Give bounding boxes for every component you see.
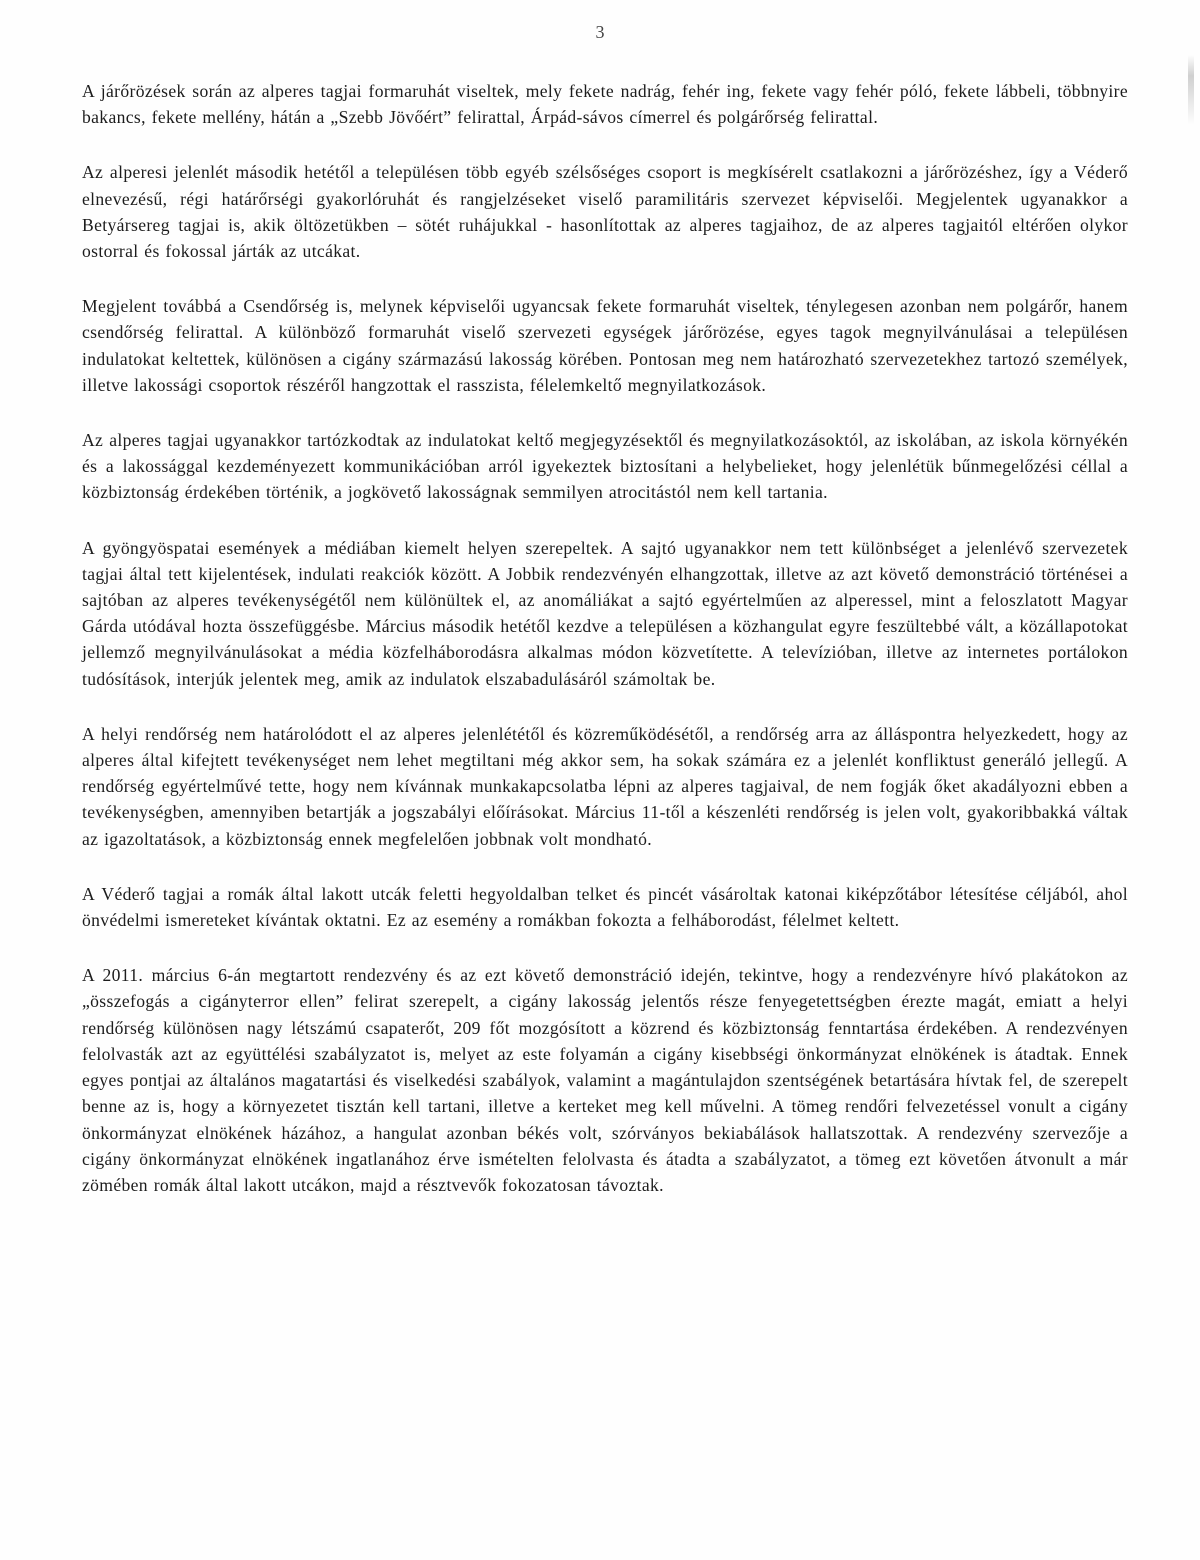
page-number: 3 (595, 22, 605, 42)
document-body (82, 78, 1128, 1227)
paragraph-extremist-groups: Az alperesi jelenlét második hetétől a településen több egyéb szélsőséges csoport is megkísérelt csatlakozni a járőrözéshez, így a Véderő elnevezésű, régi határőrségi gyakorlóruhát és rangjelzéseket viselő paramilitáris szervezet képviselői. Megjelentek ugyanakkor a Betyársereg tagjai is, akik öltözetükben – sötét ruhájukkal - hasonlítottak az alperes tagjaihoz, de az alperes tagjaitól eltérően olykor ostorral és fokossal járták az utcákat. (82, 162, 1128, 262)
paragraph-vedero-camp: A Véderő tagjai a romák által lakott utcák feletti hegyoldalban telket és pincét vásároltak katonai kiképzőtábor létesítése céljából, ahol önvédelmi ismereteket kívántak oktatni. Ez az esemény a romákban fokozta a felháborodást, félelmet keltett. (82, 883, 1128, 931)
paragraph-gendarmerie: Megjelent továbbá a Csendőrség is, melynek képviselői ugyancsak fekete formaruhát viseltek, ténylegesen azonban nem polgárőr, hanem csendőrség felirattal. A különböző formaruhát viselő szervezeti egységek járőrözése, egyes tagok megnyilvánulásai a településen indulatokat keltettek, különösen a cigány származású lakosság körében. Pontosan meg nem határozható szervezetekhez tartozó személyek, illetve lakossági csoportok részéről hangzottak el rasszista, félelemkeltő megnyilatkozások. (82, 296, 1128, 395)
paragraph-media-coverage: A gyöngyöspatai események a médiában kiemelt helyen szerepeltek. A sajtó ugyanakkor nem tett különbséget a jelenlévő szervezetek tagjai által tett kijelentések, indulati reakciók között. A Jobbik rendezvényén elhangzottak, illetve az azt követő demonstráció történései a sajtóban az alperes tevékenységétől nem különültek el, az anomáliákat a sajtó egyértelműen az alperessel, mint a feloszlatott Magyar Gárda utódával hozta összefüggésbe. Március második hetétől kezdve a településen a közhangulat egyre feszültebbé vált, a közállapotokat jellemző megnyilvánulásokat a média közfelháborodásra alkalmas módon közvetítette. A televízióban, illetve az internetes portálokon tudósítások, interjúk jelentek meg, amik az indulatok elszabadulásáról számoltak be. (82, 537, 1128, 689)
paragraph-patrol-uniform: A járőrözések során az alperes tagjai formaruhát viseltek, mely fekete nadrág, fehér ing, fekete vagy fehér póló, fekete lábbeli, többnyire bakancs, fekete mellény, hátán a „Szebb Jövőért” felirattal, Árpád-sávos címerrel és polgárőrség felirattal. (82, 81, 1128, 128)
paragraph-local-police: A helyi rendőrség nem határolódott el az alperes jelenlététől és közreműködésétől, a rendőrség arra az álláspontra helyezkedett, hogy az alperes által kifejtett tevékenységet nem lehet megtiltani még akkor sem, ha sokak számára ez a jelenlét konfliktust generáló jellegű. A rendőrség egyértelművé tette, hogy nem kívánnak munkakapcsolatba lépni az alperes tagjaival, de nem fogják őket akadályozni ebben a tevékenységben, amennyiben betartják a jogszabályi előírásokat. Március 11-től a készenléti rendőrség is jelen volt, gyakoribbakká váltak az igazoltatások, a közbiztonság ennek megfelelően jobbnak volt mondható. (82, 723, 1128, 849)
paragraph-march-6-event: A 2011. március 6-án megtartott rendezvény és az ezt követő demonstráció idején, tekintve, hogy a rendezvényre hívó plakátokon az „összefogás a cigányterror ellen” felirat szerepelt, a cigány lakosság jelentős része fenyegetettségben érezte magát, emiatt a helyi rendőrség különösen nagy létszámú csapaterőt, 209 főt mozgósított a közrend és közbiztonság fenntartása érdekében. A rendezvényen felolvasták azt az együttélési szabályzatot is, melyet az este folyamán a cigány kisebbségi önkormányzat elnökének is átadtak. Ennek egyes pontjai az általános magatartási és viselkedési szabályok, valamint a magántulajdon szentségének betartására hívtak fel, de szerepelt benne az is, hogy a környezetet tisztán kell tartani, illetve a kerteket meg kell művelni. A tömeg rendőri felvezetéssel vonult a cigány önkormányzat elnökének házához, a hangulat azonban békés volt, szórványos bekiabálások hallatszottak. A rendezvény szervezője a cigány önkormányzat elnökének ingatlanához érve ismételten felolvasta és átadta a szabályzatot, a tömeg ezt követően átvonult a már zömében romák által lakott utcákon, majd a résztvevők fokozatosan távoztak. (82, 965, 1128, 1195)
paragraph-defendant-conduct: Az alperes tagjai ugyanakkor tartózkodtak az indulatokat keltő megjegyzésektől és megnyilatkozásoktól, az iskolában, az iskola környékén és a lakossággal kezdeményezett kommunikációban arról igyekeztek biztosítani a helybelieket, hogy jelenlétük bűnmegelőzési céllal a közbiztonság érdekében történik, a jogkövető lakosságnak semmilyen atrocitástól nem kell tartania. (82, 430, 1128, 503)
scan-edge-mark (1188, 55, 1194, 125)
